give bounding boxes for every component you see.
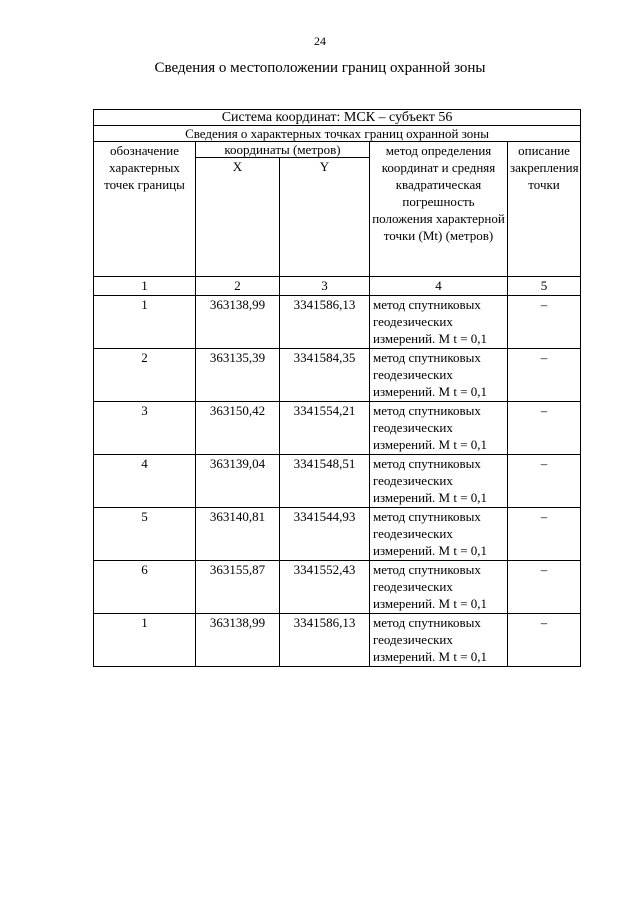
column-number-3: 3: [280, 277, 370, 296]
x-cell: 363139,04: [196, 455, 280, 508]
x-cell: 363135,39: [196, 349, 280, 402]
table-row: [94, 349, 581, 402]
point-cell: 1: [94, 296, 196, 349]
page-number: 24: [314, 34, 326, 48]
y-cell: 3341586,13: [280, 614, 370, 667]
description-cell: –: [508, 614, 581, 667]
method-cell: метод спутниковых геодезических измерений. M t = 0,1: [370, 561, 508, 614]
column-number-4: 4: [370, 277, 508, 296]
table-row: [94, 402, 581, 455]
x-cell: 363138,99: [196, 614, 280, 667]
column-number-1: 1: [94, 277, 196, 296]
x-cell: 363150,42: [196, 402, 280, 455]
y-cell: 3341552,43: [280, 561, 370, 614]
point-cell: 2: [94, 349, 196, 402]
column-number-2: 2: [196, 277, 280, 296]
table-row: [94, 455, 581, 508]
coordinate-system-cell: Система координат: МСК – субъект 56: [94, 110, 581, 126]
method-cell: метод спутниковых геодезических измерений. M t = 0,1: [370, 455, 508, 508]
description-cell: –: [508, 296, 581, 349]
table-row: [94, 508, 581, 561]
y-cell: 3341586,13: [280, 296, 370, 349]
y-cell: 3341584,35: [280, 349, 370, 402]
header-description: описание закрепления точки: [508, 142, 581, 277]
point-cell: 4: [94, 455, 196, 508]
description-cell: –: [508, 402, 581, 455]
table-row: [94, 561, 581, 614]
x-cell: 363155,87: [196, 561, 280, 614]
header-method: метод определения координат и средняя квадратическая погрешность положения характерной точки (Mt) (метров): [370, 142, 508, 277]
method-cell: метод спутниковых геодезических измерений. M t = 0,1: [370, 614, 508, 667]
header-coordinates: координаты (метров): [196, 142, 370, 158]
point-cell: 6: [94, 561, 196, 614]
document-title: Сведения о местоположении границ охранной зоны: [154, 60, 486, 76]
point-cell: 5: [94, 508, 196, 561]
method-cell: метод спутниковых геодезических измерений. M t = 0,1: [370, 402, 508, 455]
column-number-5: 5: [508, 277, 581, 296]
y-cell: 3341554,21: [280, 402, 370, 455]
header-x: X: [196, 158, 280, 277]
header-designation: обозначение характерных точек границы: [94, 142, 196, 277]
description-cell: –: [508, 508, 581, 561]
y-cell: 3341548,51: [280, 455, 370, 508]
x-cell: 363140,81: [196, 508, 280, 561]
table-row: [94, 614, 581, 667]
point-cell: 3: [94, 402, 196, 455]
section-title-cell: Сведения о характерных точках границ охранной зоны: [94, 126, 581, 142]
coordinates-table: [93, 109, 581, 667]
header-y: Y: [280, 158, 370, 277]
point-cell: 1: [94, 614, 196, 667]
description-cell: –: [508, 455, 581, 508]
x-cell: 363138,99: [196, 296, 280, 349]
y-cell: 3341544,93: [280, 508, 370, 561]
table-row: [94, 296, 581, 349]
method-cell: метод спутниковых геодезических измерений. M t = 0,1: [370, 508, 508, 561]
method-cell: метод спутниковых геодезических измерений. M t = 0,1: [370, 296, 508, 349]
description-cell: –: [508, 561, 581, 614]
method-cell: метод спутниковых геодезических измерений. M t = 0,1: [370, 349, 508, 402]
description-cell: –: [508, 349, 581, 402]
